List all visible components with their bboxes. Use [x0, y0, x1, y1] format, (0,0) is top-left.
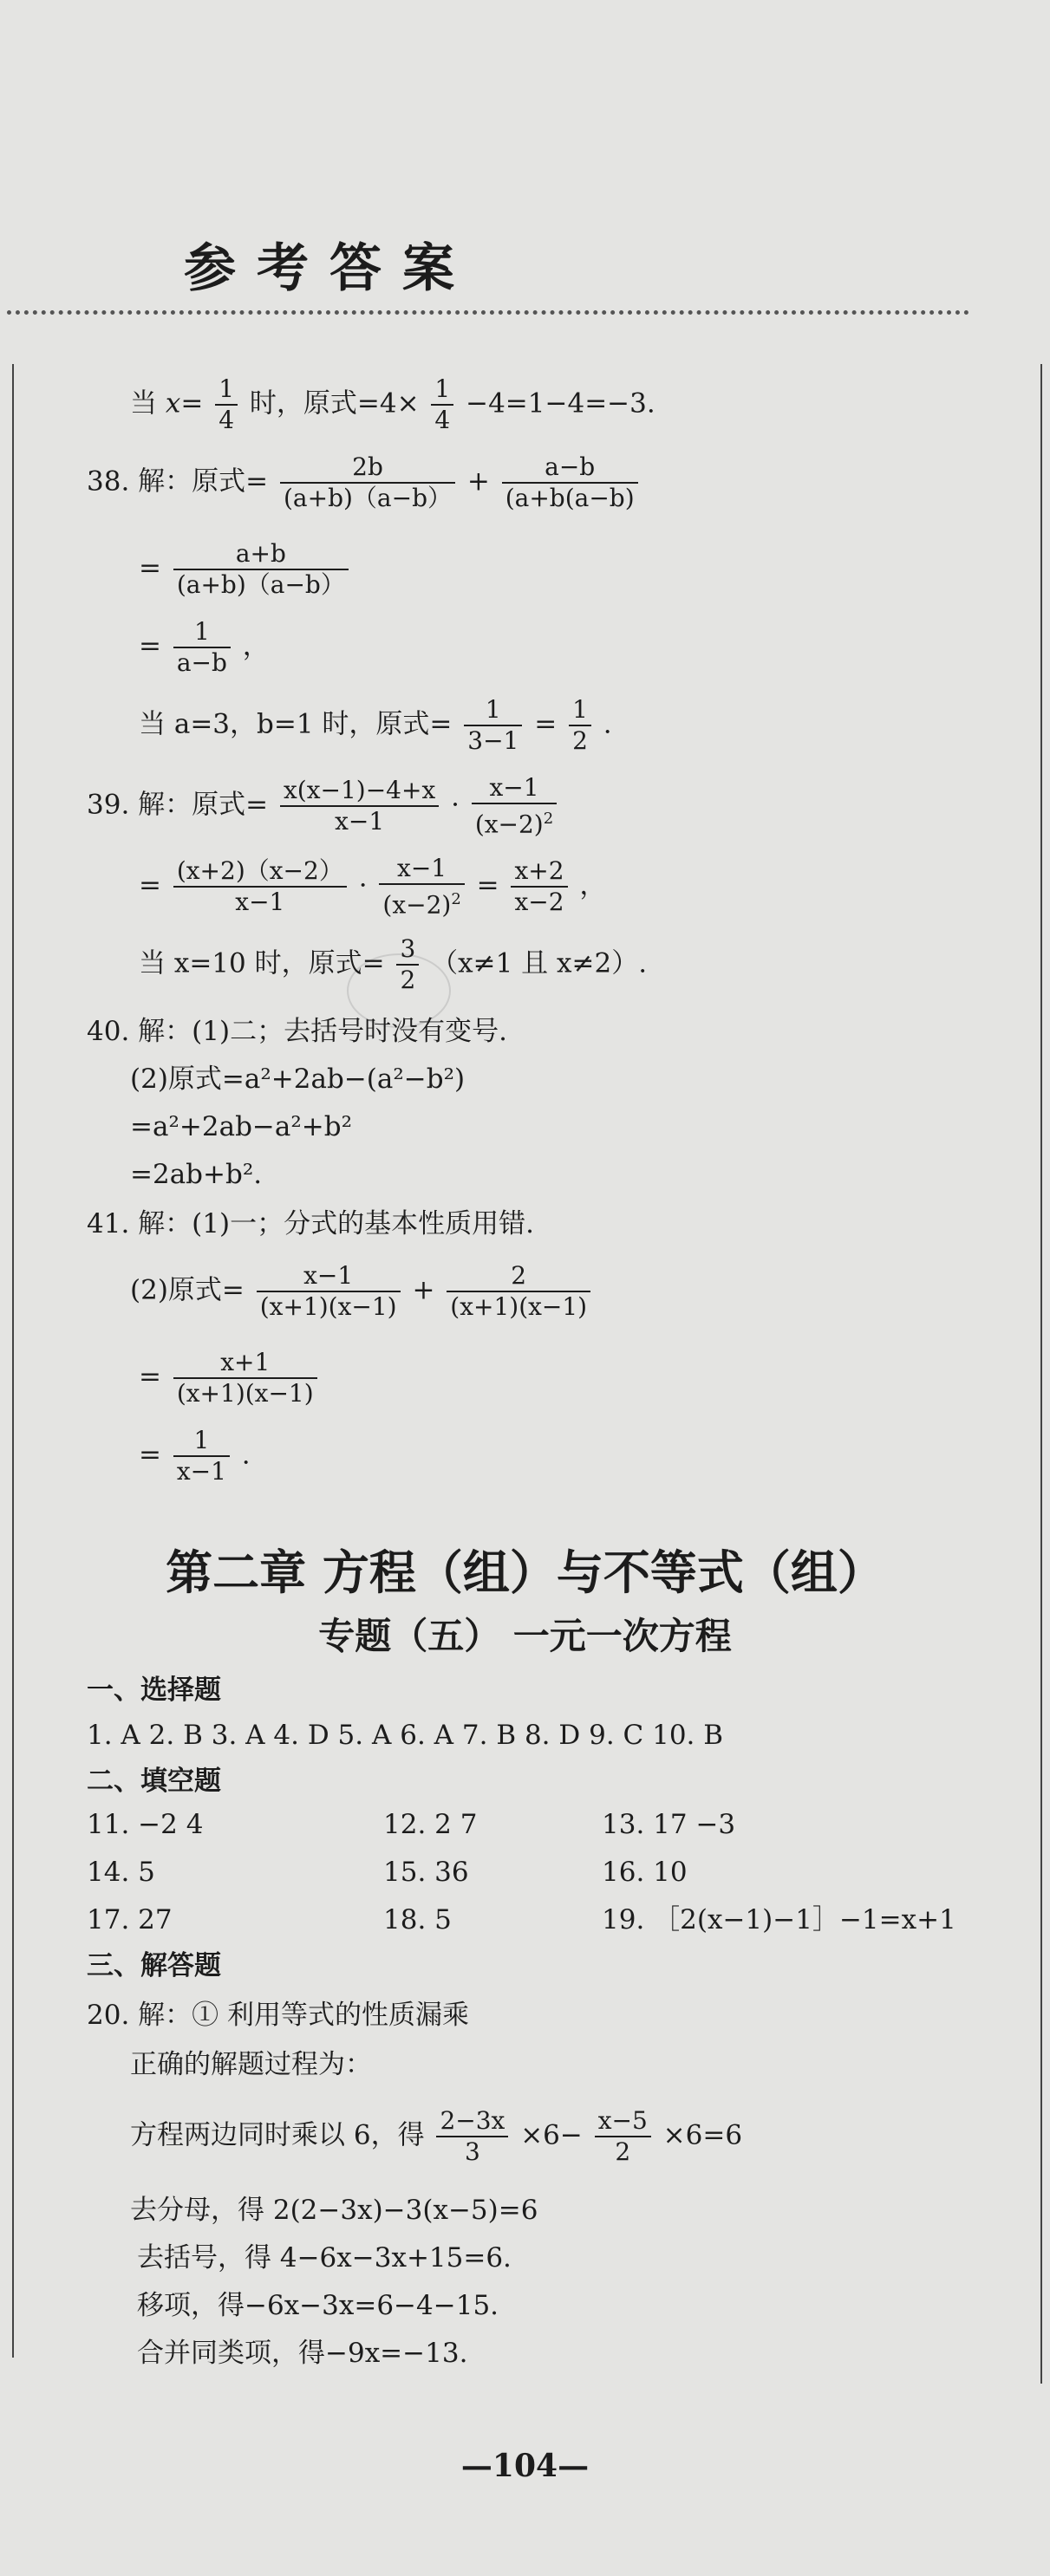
fill-heading: 二、填空题 — [87, 1766, 221, 1797]
solve-line-2: 正确的解题过程为： — [130, 2049, 372, 2080]
fill-item: 16. 10 — [602, 1857, 688, 1888]
fraction: $\frac{x-5}{2}$ — [595, 2106, 651, 2167]
fill-item: 14. 5 — [87, 1857, 155, 1888]
answer-41-line-1: 41. 解：(1)一；分式的基本性质用错. — [87, 1208, 534, 1239]
fraction: $\frac{1}{4}$ — [431, 374, 453, 435]
page-title: 参考答案 — [184, 238, 475, 299]
fill-item: 18. 5 — [383, 1904, 452, 1935]
choice-heading: 一、选择题 — [87, 1675, 221, 1706]
fraction: $\frac{x+1}{(x+1)(x-1)}$ — [173, 1348, 317, 1408]
left-margin-rule — [12, 364, 14, 2358]
answer-41-line-3: = $\frac{x+1}{(x+1)(x-1)}$ — [139, 1348, 321, 1408]
fraction: $\frac{2}{(x+1)(x-1)}$ — [447, 1261, 590, 1322]
fraction: $\frac{1}{3-1}$ — [464, 695, 522, 756]
fraction: $\frac{3}{2}$ — [396, 934, 419, 995]
answer-40-line-2: (2)原式=a²+2ab−(a²−b²) — [130, 1064, 466, 1095]
answer-41-line-4: = $\frac{1}{x-1}$ . — [139, 1426, 251, 1486]
topic-title: 专题（五） 一元一次方程 — [318, 1615, 732, 1657]
fraction: $\frac{1}{2}$ — [569, 695, 591, 756]
fill-item: 17. 27 — [87, 1904, 173, 1935]
solve-line-1: 20. 解：① 利用等式的性质漏乘 — [87, 2000, 470, 2031]
fill-item: 11. −2 4 — [87, 1809, 204, 1840]
page-number: —104— — [460, 2448, 590, 2484]
solve-line-6: 移项，得−6x−3x=6−4−15. — [137, 2290, 499, 2321]
fraction: $\frac{x(x-1)-4+x}{x-1}$ — [280, 776, 439, 836]
answer-39-line-3: 当 x=10 时，原式= $\frac{3}{2}$ （x≠1 且 x≠2）. — [139, 934, 648, 994]
fraction: $\frac{1}{x-1}$ — [173, 1426, 230, 1486]
choice-answers: 1. A 2. B 3. A 4. D 5. A 6. A 7. B 8. D 9. C 10. B — [87, 1720, 724, 1751]
answer-line-37-end: 当 x= $\frac{1}{4}$ 时，原式=4× $\frac{1}{4}$ −4=1−4=−3. — [130, 374, 655, 434]
fraction: $\frac{x-1}{(x+1)(x-1)}$ — [257, 1261, 401, 1322]
fill-item: 19. ［2(x−1)−1］−1=x+1 — [602, 1904, 956, 1935]
right-margin-rule — [1040, 364, 1042, 2384]
fraction: $\frac{2b}{(a+b)(a-b)}$ — [280, 452, 455, 513]
answer-38-line-1: 38. 解：原式= $\frac{2b}{(a+b)(a-b)}$ + $\frac{a-b}{(a+b(a-b)}$ — [87, 452, 642, 513]
answer-39-line-2: = $\frac{(x+2)(x-2)}{x-1}$ · $\frac{x-1}{(x-2)^2}$ = $\frac{x+2}{x-2}$ ， — [139, 854, 607, 920]
solve-line-5: 去括号，得 4−6x−3x+15=6. — [137, 2242, 512, 2274]
answer-38-line-4: 当 a=3，b=1 时，原式= $\frac{1}{3-1}$ = $\frac{1}{2}$ . — [139, 695, 612, 755]
fraction: $\frac{1}{a-b}$ — [173, 617, 231, 678]
answer-41-line-2: (2)原式= $\frac{x-1}{(x+1)(x-1)}$ + $\frac{2}{(x+1)(x-1)}$ — [130, 1261, 594, 1322]
solve-line-4: 去分母，得 2(2−3x)−3(x−5)=6 — [130, 2195, 538, 2226]
fraction: $\frac{2-3x}{3}$ — [436, 2106, 508, 2167]
fill-item: 15. 36 — [383, 1857, 469, 1888]
fraction: $\frac{a+b}{(a+b)(a-b)}$ — [173, 539, 349, 600]
answer-39-line-1: 39. 解：原式= $\frac{x(x-1)-4+x}{x-1}$ · $\frac{x-1}{(x-2)^2}$ — [87, 773, 560, 839]
fraction: $\frac{x-1}{(x-2)^2}$ — [379, 854, 464, 920]
fill-item: 12. 2 7 — [383, 1809, 478, 1840]
solve-line-7: 合并同类项，得−9x=−13. — [137, 2338, 468, 2369]
answer-40-line-3: =a²+2ab−a²+b² — [130, 1111, 353, 1142]
fill-item: 13. 17 −3 — [602, 1809, 736, 1840]
answer-38-line-2: = $\frac{a+b}{(a+b)(a-b)}$ — [139, 539, 352, 600]
solve-heading: 三、解答题 — [87, 1950, 221, 1981]
fraction: $\frac{x-1}{(x-2)^2}$ — [472, 773, 557, 839]
fraction: $\frac{a-b}{(a+b(a-b)}$ — [502, 452, 638, 513]
answer-38-line-3: = $\frac{1}{a-b}$ ， — [139, 617, 270, 677]
chapter-title: 第二章 方程（组）与不等式（组） — [166, 1545, 884, 1600]
fraction: $\frac{1}{4}$ — [215, 374, 238, 435]
fraction: $\frac{x+2}{x-2}$ — [511, 856, 567, 917]
header-divider — [7, 310, 969, 315]
fraction: $\frac{(x+2)(x-2)}{x-1}$ — [173, 856, 347, 917]
answer-40-line-1: 40. 解：(1)二；去括号时没有变号. — [87, 1016, 507, 1047]
solve-line-3: 方程两边同时乘以 6，得 $\frac{2-3x}{3}$ ×6− $\frac{x-5}{2}$ ×6=6 — [130, 2106, 743, 2166]
answer-40-line-4: =2ab+b². — [130, 1159, 263, 1190]
